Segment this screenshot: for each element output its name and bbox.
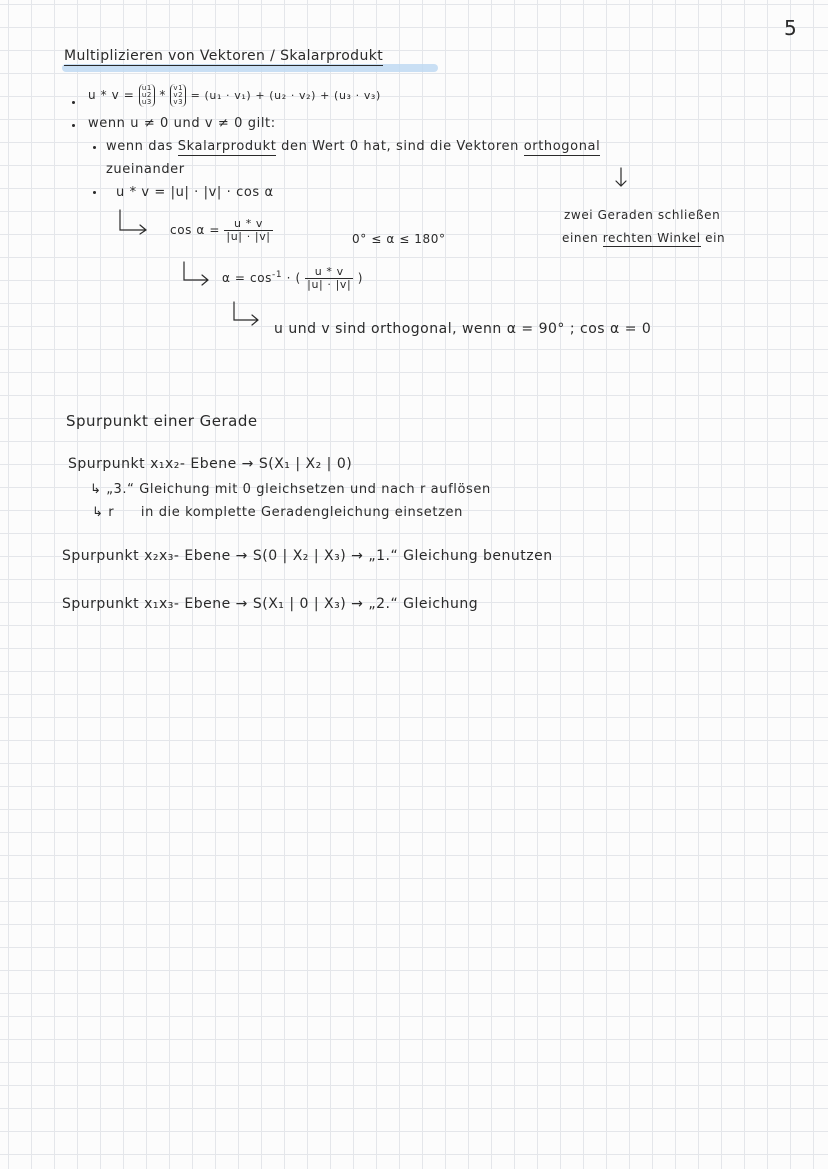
alpha-fraction: $\frac{u * v}{|u| \cdot |v|}$ (307, 265, 352, 291)
skalarprodukt-word: Skalarprodukt (177, 139, 277, 154)
vector-u-components: u1 u2 u3 (139, 84, 155, 107)
cos-alpha-fraction: $\frac{u * v}{|u| \cdot |v|}$ (226, 217, 271, 243)
formula-lhs: u * v = (88, 88, 135, 102)
orthogonal-conclusion: u und v sind orthogonal, wenn α = 90° ; cos α = 0 (274, 321, 652, 337)
cos-alpha-equation: cos α = $\frac{u * v}{|u| \cdot |v|}$ (170, 217, 271, 243)
spurpunkt-heading: Spurpunkt einer Gerade (66, 412, 258, 430)
bullet (93, 191, 96, 194)
down-arrow-icon (614, 166, 628, 190)
bullet (72, 124, 75, 127)
page-title: Multiplizieren von Vektoren / Skalarprodukt (64, 48, 384, 64)
spurpunkt-x1x3: Spurpunkt x₁x₃- Ebene → S(X₁ | 0 | X₃) → „2.“ Gleichung (62, 596, 479, 612)
side-note-line2: einen rechten Winkel ein (562, 231, 726, 245)
bullet (72, 101, 75, 104)
turn-arrow-icon (230, 300, 266, 326)
spurpunkt-x1x2-step1: ↳ „3.“ Gleichung mit 0 gleichsetzen und nach r auflösen (90, 482, 491, 497)
spurpunkt-x2x3: Spurpunkt x₂x₃- Ebene → S(0 | X₂ | X₃) → „1.“ Gleichung benutzen (62, 548, 553, 564)
bullet (93, 146, 96, 149)
condition-text: wenn u ≠ 0 und v ≠ 0 gilt: (88, 116, 276, 131)
cos-formula: u * v = |u| · |v| · cos α (116, 185, 274, 200)
formula-rhs: = (u₁ · v₁) + (u₂ · v₂) + (u₃ · v₃) (190, 89, 381, 102)
spurpunkt-x1x2: Spurpunkt x₁x₂- Ebene → S(X₁ | X₂ | 0) (68, 456, 353, 472)
page-number: 5 (784, 16, 798, 40)
zueinander-text: zueinander (106, 162, 185, 177)
formula-scalar-product: u * v = u1 u2 u3 * v1 v2 v3 = (u₁ · v₁) + (u₂ · v₂) + (u₃ · v₃) (88, 84, 381, 106)
vector-v-components: v1 v2 v3 (170, 84, 186, 107)
spurpunkt-x1x2-step2: ↳ r in die komplette Geradengleichung einsetzen (92, 505, 463, 520)
side-note-line1: zwei Geraden schließen (564, 208, 721, 222)
orthogonal-word: orthogonal (523, 139, 601, 154)
turn-arrow-icon (116, 208, 156, 234)
angle-range: 0° ≤ α ≤ 180° (352, 232, 446, 246)
turn-arrow-icon (180, 260, 216, 286)
alpha-arccos-equation: $\alpha = \cos^{-1}$ · ( $\frac{u * v}{|u| \cdot |v|}$ ) (222, 265, 364, 291)
orthogonal-sentence: wenn das Skalarprodukt den Wert 0 hat, sind die Vektoren orthogonal (106, 139, 601, 154)
